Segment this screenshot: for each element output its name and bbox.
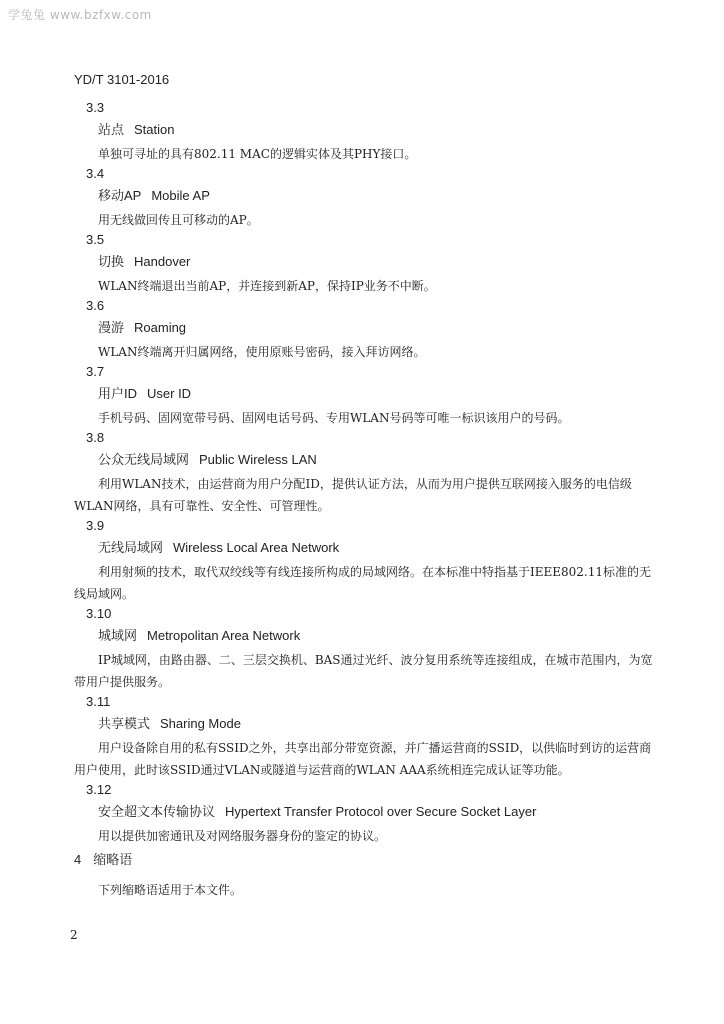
term-zh: 移动AP: [98, 188, 142, 203]
term-entry: [0, 693, 724, 781]
term-list: [0, 99, 724, 847]
term-en: Sharing Mode: [160, 716, 241, 731]
term-entry: [0, 99, 724, 165]
term-en: Wireless Local Area Network: [173, 540, 340, 555]
term-entry: [0, 363, 724, 429]
section-number: 4: [74, 852, 82, 867]
term-entry: [0, 231, 724, 297]
term-definition: 单独可寻址的具有802.11 MAC的逻辑实体及其PHY接口。: [98, 147, 417, 161]
term-zh: 站点: [98, 122, 125, 137]
term-en: Station: [134, 122, 175, 137]
section-title: 缩略语: [93, 852, 133, 867]
term-title: [98, 385, 191, 403]
section-heading: [74, 851, 132, 869]
term-zh: 安全超文本传输协议: [98, 804, 216, 819]
term-title: [98, 539, 339, 557]
term-en: Metropolitan Area Network: [147, 628, 301, 643]
term-entry: [0, 429, 724, 517]
term-number: 3.5: [86, 232, 105, 247]
term-zh: 漫游: [98, 320, 125, 335]
term-title: [98, 715, 241, 733]
term-title: [98, 253, 190, 271]
term-zh: 公众无线局域网: [98, 452, 190, 467]
term-en: Mobile AP: [151, 188, 210, 203]
term-zh: 共享模式: [98, 716, 151, 731]
term-title: [98, 121, 175, 139]
term-definition: 手机号码、固网宽带号码、固网电话号码、专用WLAN号码等可唯一标识该用户的号码。: [98, 411, 570, 425]
term-en: User ID: [147, 386, 192, 401]
term-title: [98, 451, 317, 469]
term-zh: 切换: [98, 254, 125, 269]
term-number: 3.10: [86, 606, 112, 621]
term-definition: WLAN终端离开归属网络，使用原账号密码，接入拜访网络。: [98, 345, 426, 359]
term-number: 3.9: [86, 518, 105, 533]
term-definition: IP城域网，由路由器、二、三层交换机、BAS通过光纤、波分复用系统等连接组成，在城市范围内，为宽带用户提供服务。: [74, 653, 653, 689]
watermark: 学兔兔 www.bzfxw.com: [8, 8, 152, 22]
term-definition: WLAN终端退出当前AP，并连接到新AP，保持IP业务不中断。: [98, 279, 436, 293]
term-title: [98, 319, 186, 337]
term-number: 3.6: [86, 298, 105, 313]
term-number: 3.4: [86, 166, 105, 181]
term-entry: [0, 297, 724, 363]
term-en: Hypertext Transfer Protocol over Secure Socket Layer: [225, 804, 537, 819]
term-entry: [0, 165, 724, 231]
term-definition: 利用WLAN技术，由运营商为用户分配ID，提供认证方法，从而为用户提供互联网接入服务的电信级WLAN网络，具有可靠性、安全性、可管理性。: [74, 477, 632, 513]
term-number: 3.12: [86, 782, 112, 797]
document-id: YD/T 3101-2016: [74, 72, 170, 87]
term-zh: 用户ID: [98, 386, 138, 401]
term-zh: 无线局域网: [98, 540, 164, 555]
term-en: Roaming: [134, 320, 187, 335]
term-number: 3.3: [86, 100, 105, 115]
term-title: [98, 187, 210, 205]
term-title: [98, 627, 300, 645]
term-entry: [0, 517, 724, 605]
term-entry: [0, 605, 724, 693]
term-entry: [0, 781, 724, 847]
term-en: Handover: [134, 254, 191, 269]
term-number: 3.11: [86, 694, 111, 709]
term-number: 3.8: [86, 430, 105, 445]
term-en: Public Wireless LAN: [199, 452, 317, 467]
term-definition: 用户设备除自用的私有SSID之外，共享出部分带宽资源，并广播运营商的SSID，以供临时到访的运营商用户使用，此时该SSID通过VLAN或隧道与运营商的WLAN AAA系统相连完成认证等功能。: [74, 741, 652, 777]
term-definition: 用以提供加密通讯及对网络服务器身份的鉴定的协议。: [98, 829, 387, 843]
page-number: 2: [70, 928, 78, 942]
term-definition: 利用射频的技术，取代双绞线等有线连接所构成的局域网络。在本标准中特指基于IEEE802.11标准的无线局域网。: [74, 565, 652, 601]
term-zh: 城域网: [98, 628, 138, 643]
term-title: [98, 803, 536, 821]
term-definition: 用无线做回传且可移动的AP。: [98, 213, 259, 227]
section-intro: 下列缩略语适用于本文件。: [98, 883, 243, 897]
term-number: 3.7: [86, 364, 105, 379]
